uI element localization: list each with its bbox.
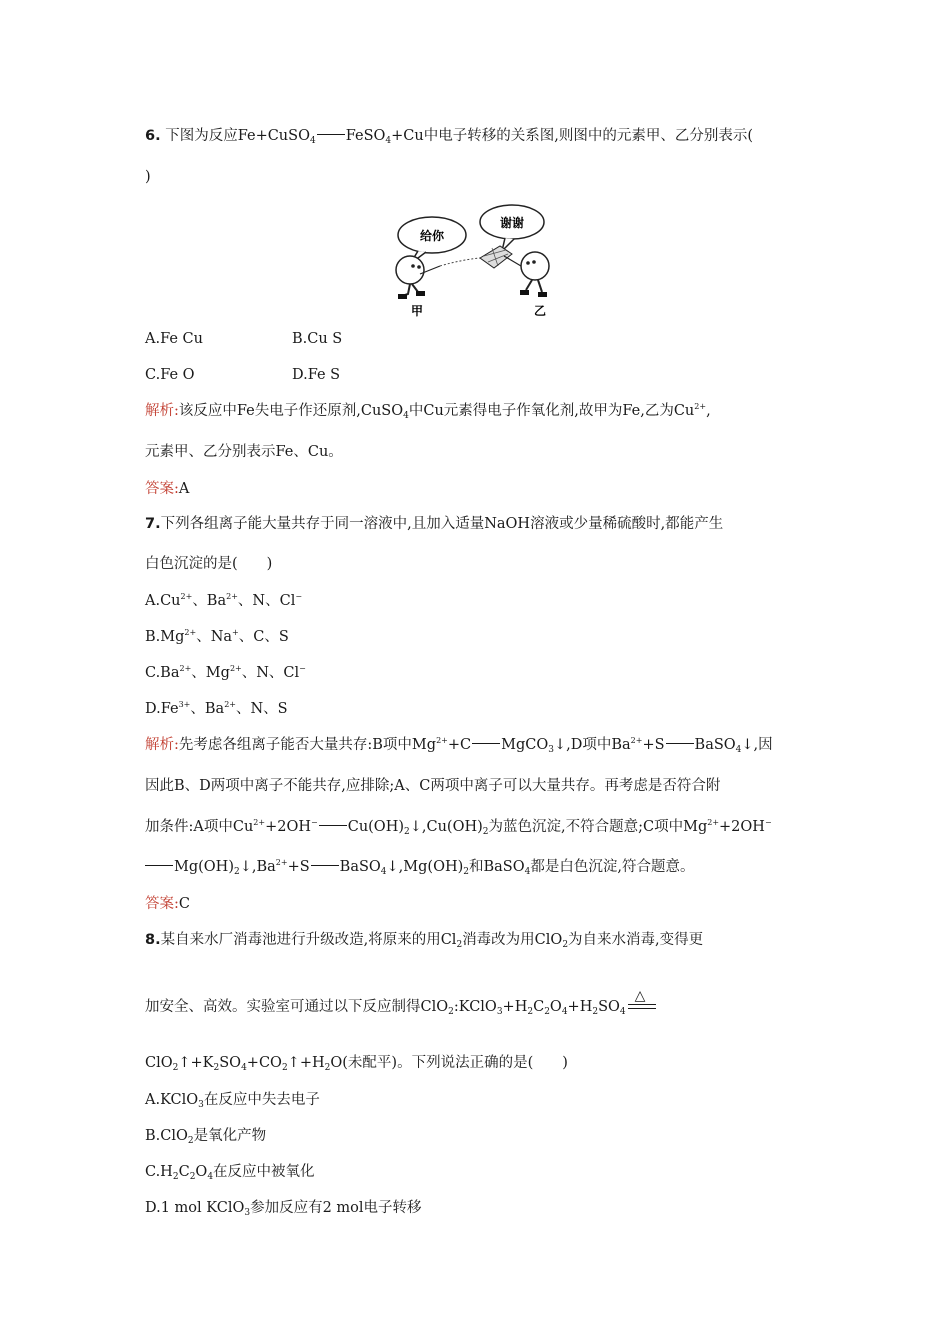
q7-option-b[interactable]: $B.Mg^{2+}$、Na+、C、S — [145, 628, 289, 645]
q6-option-c[interactable]: C.Fe O — [145, 367, 195, 383]
q7-option-c[interactable]: $C.Ba^{2+}$、$Mg^{2+}$、N、Cl− — [145, 664, 306, 681]
q6-option-b[interactable]: B.Cu S — [292, 331, 343, 347]
q7-analysis-3: 加条件:A项中$Cu^{2+}+2OH^-$ $Cu(OH)_2↓,Cu(OH)_2$为蓝色沉淀,不符合题意;C项中$Mg^{2+}+2OH^-$ — [145, 818, 772, 837]
bubble-right-text: 谢谢 — [499, 216, 525, 230]
q8-option-c[interactable]: $C.H_2C_2O_4$在反应中被氧化 — [145, 1164, 315, 1182]
heating-equals-sign: △ — [628, 1004, 656, 1009]
q8-option-a[interactable]: A.KClO$_3$在反应中失去电子 — [145, 1092, 320, 1110]
q7-option-d[interactable]: $D.Fe^{3+}$、$Ba^{2+}$、N、S — [145, 700, 288, 717]
q7-analysis-2: 因此B、D两项中离子不能共存,应排除;A、C两项中离子可以大量共存。再考虑是否符合附 — [145, 778, 721, 794]
q6-analysis: 解析:该反应中Fe失电子作还原剂,CuSO$_4$中Cu元素得电子作氧化剂,故甲为Fe,乙为$Cu^{2+}$, — [145, 402, 711, 421]
q6-analysis-2: 元素甲、乙分别表示Fe、Cu。 — [145, 444, 343, 460]
label-jia: 甲 — [410, 304, 424, 318]
q8-option-d[interactable]: D.1 mol KClO$_3$参加反应有2 mol电子转移 — [145, 1200, 422, 1218]
q6-answer: 答案:A — [145, 481, 190, 497]
q6-stem-close: ) — [145, 169, 151, 185]
character-left — [396, 256, 424, 284]
bubble-left-text: 给你 — [419, 229, 445, 243]
analysis-label: 解析: — [145, 403, 179, 419]
equals-arrow — [317, 134, 345, 136]
q6-option-a[interactable]: A.Fe Cu — [145, 331, 203, 347]
q8-stem-2: 加安全、高效。实验室可通过以下反应制得$ClO_2:KClO_3+H_2C_2O_4+H_2SO_4$ △ — [145, 997, 658, 1017]
label-yi: 乙 — [533, 304, 547, 318]
q7-analysis-4: $Mg(OH)_2↓,Ba^{2+}+S$ $BaSO_4↓,Mg(OH)_2$和BaSO$_4$都是白色沉淀,符合题意。 — [145, 857, 694, 877]
q8-stem-3: $ClO_2↑+K_2SO_4+CO_2↑+H_2O$(未配平)。下列说法正确的是( ) — [145, 1055, 568, 1073]
q8-stem-1: 8.某自来水厂消毒池进行升级改造,将原来的用$Cl_2$消毒改为用ClO$_2$为自来水消毒,变得更 — [145, 932, 704, 950]
q8-option-b[interactable]: B.ClO$_2$是氧化产物 — [145, 1128, 267, 1146]
q6-number: 6. — [145, 128, 161, 144]
character-right — [521, 252, 549, 280]
q7-option-a[interactable]: $A.Cu^{2+}$、$Ba^{2+}$、N、Cl− — [145, 592, 303, 609]
q6-stem: 6. 下图为反应Fe+CuSO$_4$ FeSO$_4$+Cu中电子转移的关系图,则图中的元素甲、乙分别表示( — [145, 128, 753, 146]
q7-analysis-1: 解析:先考虑各组离子能否大量共存:B项中$Mg^{2+}+C$ MgCO$_3$↓,D项中$Ba^{2+}+S$ BaSO$_4$↓,因 — [145, 736, 773, 755]
q7-stem-2: 白色沉淀的是( ) — [145, 556, 273, 572]
electron-transfer-figure — [380, 198, 575, 323]
q7-answer: 答案:C — [145, 896, 190, 912]
q6-option-d[interactable]: D.Fe S — [292, 367, 341, 383]
q7-stem: 7.下列各组离子能大量共存于同一溶液中,且加入适量NaOH溶液或少量稀硫酸时,都能产生 — [145, 516, 724, 532]
